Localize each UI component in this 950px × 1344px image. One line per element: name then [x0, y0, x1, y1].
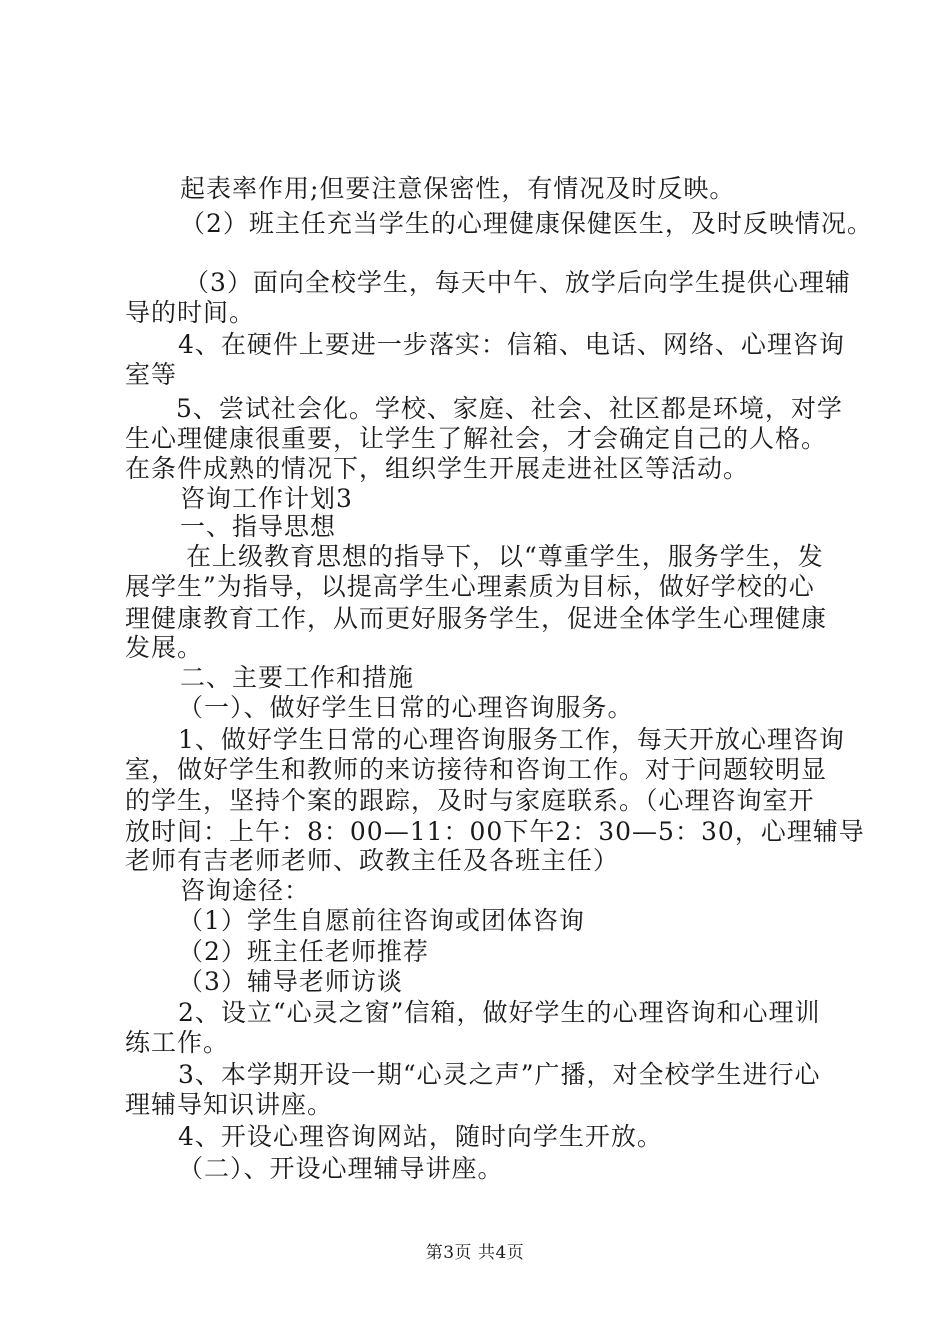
text-line: 在上级教育思想的指导下，以“尊重学生，服务学生，发 [186, 542, 824, 571]
text-line: （二）、开设心理辅导讲座。 [178, 1154, 504, 1183]
list-item: （2）班主任老师推荐 [178, 937, 429, 966]
text-line: 在条件成熟的情况下，组织学生开展走进社区等活动。 [125, 454, 750, 483]
text-line: 老师有吉老师老师、政教主任及各班主任） [125, 846, 620, 875]
text-line: 室，做好学生和教师的来访接待和咨询工作。对于问题较明显 [125, 755, 828, 784]
list-item: （3）辅导老师访谈 [178, 967, 403, 996]
section-heading: 二、主要工作和措施 [180, 663, 415, 692]
section-heading: 一、指导思想 [180, 512, 337, 541]
text-line: 4、开设心理咨询网站，随时向学生开放。 [178, 1122, 663, 1151]
text-line: 起表率作用;但要注意保密性，有情况及时反映。 [180, 174, 736, 203]
section-heading: 咨询工作计划3 [180, 484, 353, 513]
text-line: （一）、做好学生日常的心理咨询服务。 [178, 693, 634, 722]
text-line: 的学生，坚持个案的跟踪，及时与家庭联系。（心理咨询室开 [125, 786, 815, 815]
text-line: 咨询途径： [180, 876, 311, 905]
text-line: （2）班主任充当学生的心理健康保健医生，及时反映情况。 [180, 209, 873, 238]
text-line: 生心理健康很重要，让学生了解社会，才会确定自己的人格。 [125, 424, 828, 453]
text-line: 4、在硬件上要进一步落实：信箱、电话、网络、心理咨询 [178, 330, 845, 359]
text-line: 室等 [125, 360, 178, 389]
text-line: 理辅导知识讲座。 [125, 1090, 334, 1119]
page-number-footer: 第3页 共4页 [425, 1243, 525, 1263]
text-line: 2、设立“心灵之窗”信箱，做好学生的心理咨询和心理训 [178, 998, 821, 1027]
list-item: （1）学生自愿前往咨询或团体咨询 [178, 906, 585, 935]
text-line: 展学生”为指导，以提高学生心理素质为目标，做好学校的心 [125, 572, 815, 601]
text-line: 发展。 [125, 633, 204, 662]
text-line: 5、尝试社会化。学校、家庭、社会、社区都是环境，对学 [176, 394, 843, 423]
text-line: 理健康教育工作，从而更好服务学生，促进全体学生心理健康 [125, 604, 828, 633]
text-line: 导的时间。 [125, 298, 256, 327]
text-line: 3、本学期开设一期“心灵之声”广播，对全校学生进行心 [178, 1060, 821, 1089]
text-line: （3）面向全校学生，每天中午、放学后向学生提供心理辅 [184, 268, 851, 297]
text-line: 练工作。 [125, 1028, 230, 1057]
text-line: 1、做好学生日常的心理咨询服务工作，每天开放心理咨询 [178, 725, 845, 754]
text-line: 放时间：上午：8：00—11：00下午2：30—5：30，心理辅导 [125, 817, 865, 846]
